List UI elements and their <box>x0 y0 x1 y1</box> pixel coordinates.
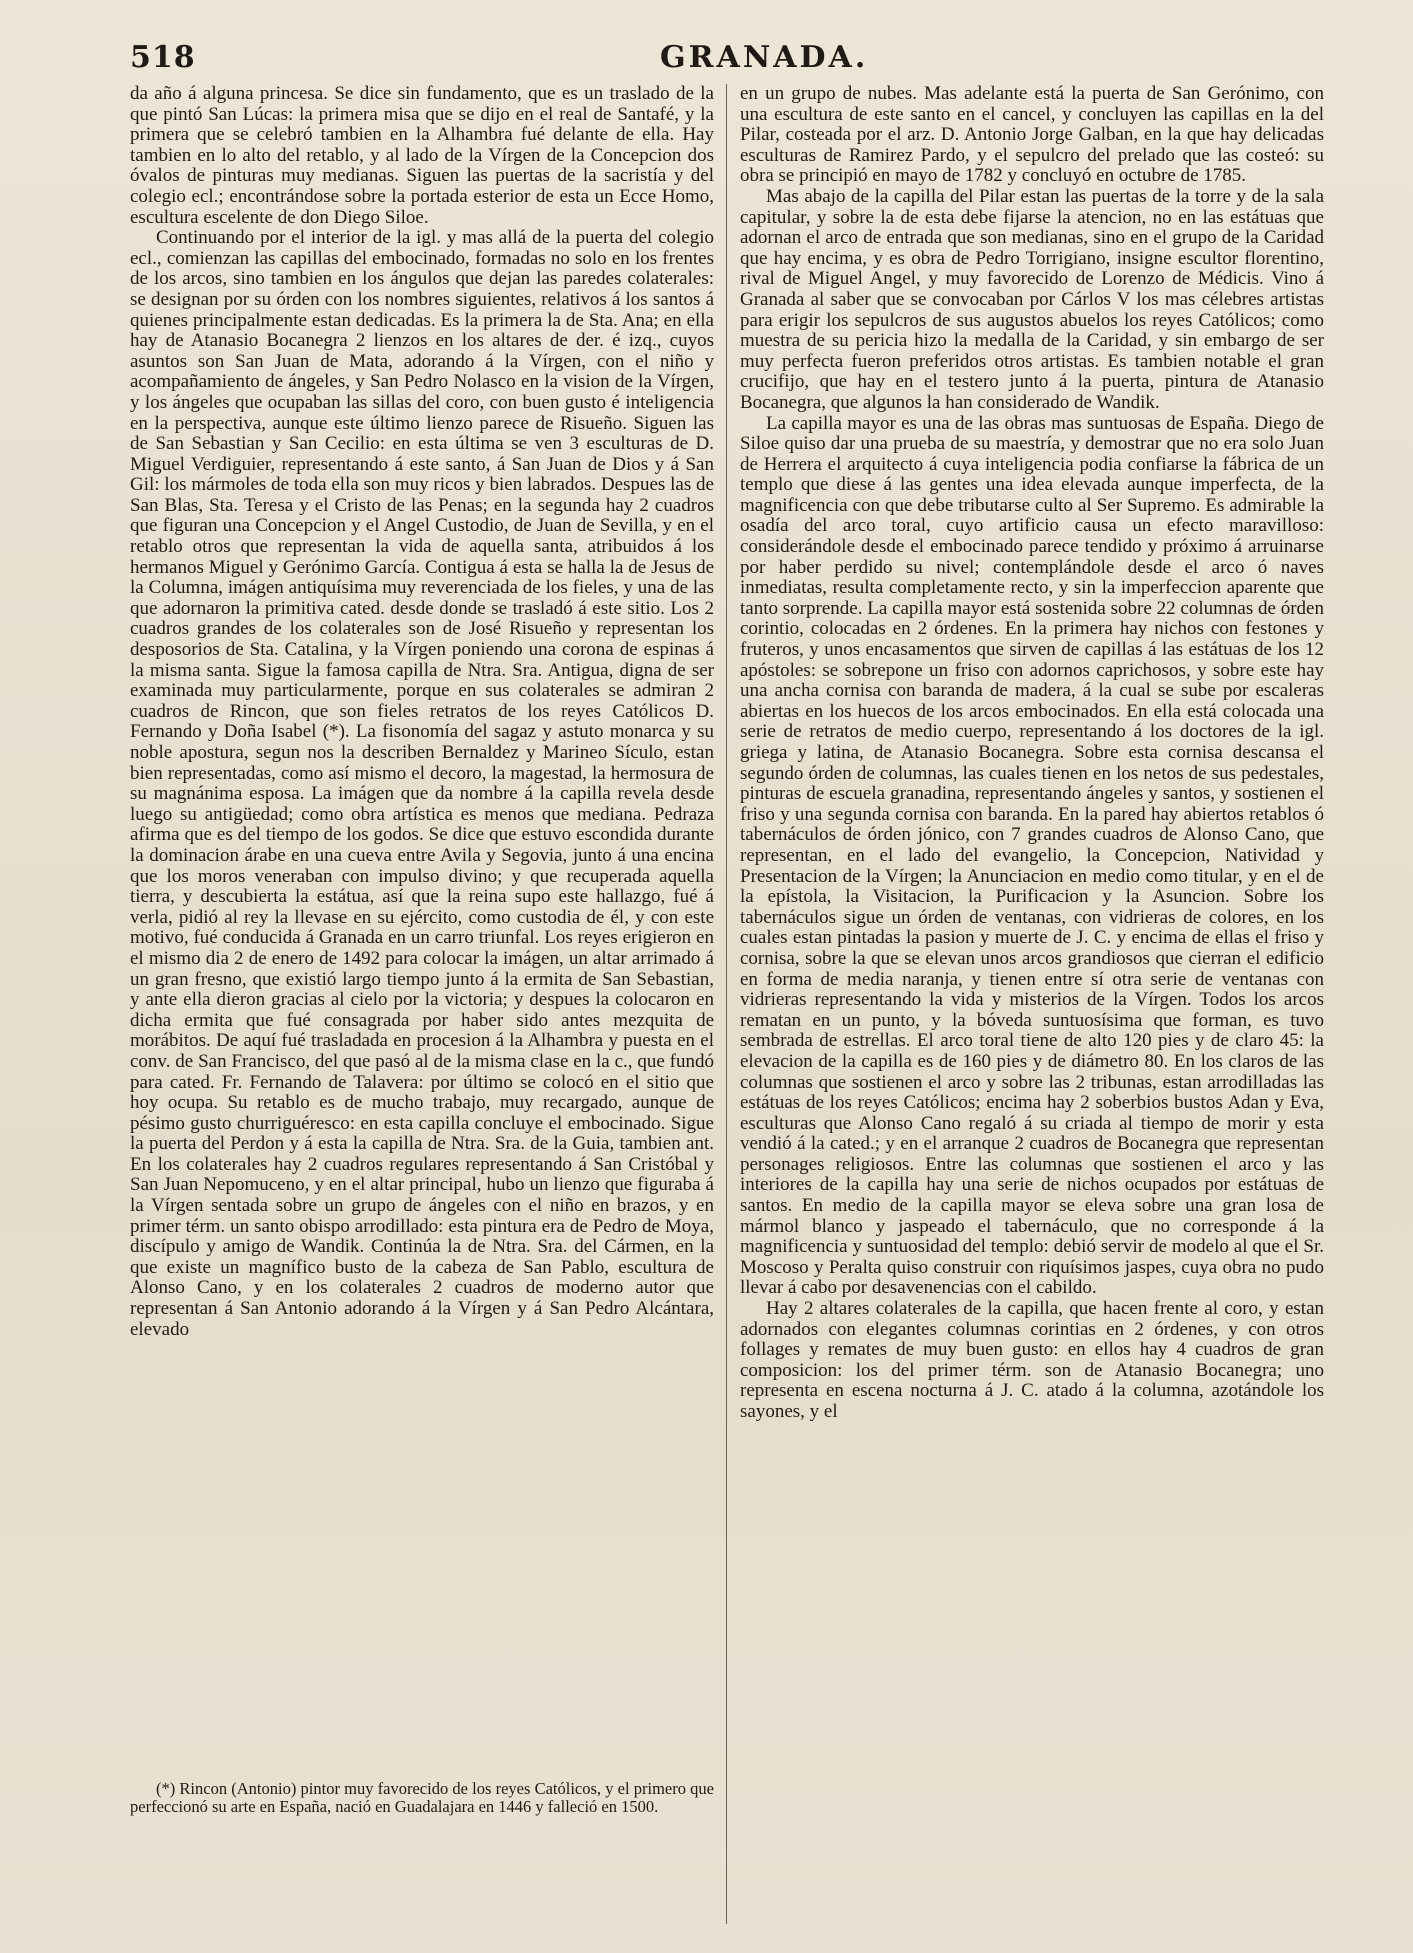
page-header <box>130 40 1330 84</box>
right-column <box>740 84 1324 1423</box>
column-divider <box>726 84 727 1924</box>
page-number: 518 <box>130 40 196 75</box>
paragraph: La capilla mayor es una de las obras mas suntuosas de España. Diego de Siloe quiso dar una prueba de su maestría, y demostrar que no era solo Juan de Herrera el arquitecto á cuya inteligencia podia confiarse la fábrica de un templo que diese á las gentes una idea elevada aunque imperfecta, de la magnificencia con que debe tributarse culto al Ser Supremo. Es admirable la osadía del arco toral, cuyo artificio causa un efecto maravilloso: considerándole desde el embocinado parece tendido y próximo á arruinarse por haber perdido su nivel; contemplándole desde el arco ó naves inmediatas, resulta completamente recto, y sin la imperfeccion aparente que tanto sorprende. La capilla mayor está sostenida sobre 22 columnas de órden corintio, colocadas en 2 órdenes. En la primera hay nichos con festones y fruteros, y unos encasamentos que sirven de capillas á las estátuas de los 12 apóstoles: se sobrepone un friso con adornos caprichosos, y sobre este hay una ancha cornisa con baranda de madera, á la cual se sube por escaleras abiertas en los huecos de los arcos embocinados. En ella está colocada una serie de retratos de medio cuerpo, representando á los doctores de la igl. griega y latina, de Atanasio Bocanegra. Sobre esta cornisa descansa el segundo órden de columnas, las cuales tienen en los netos de sus pedestales, pinturas de escuela granadina, representando ángeles y santos, y sostienen el friso y una segunda cornisa con baranda. En la pared hay abiertos retablos ó tabernáculos de órden jónico, con 7 grandes cuadros de Alonso Cano, que representan, en el lado del evangelio, la Concepcion, Natividad y Presentacion de la Vírgen; la Anunciacion en medio como titular, y en el de la epístola, la Visitacion, la Purificacion y la Asuncion. Sobre los tabernáculos sigue un órden de ventanas, con vidrieras de colores, en los cuales estan pintadas la pasion y muerte de J. C. y encima de ellas el friso y cornisa, sobre la que se elevan unos arcos grandiosos que cierran el edificio en forma de media naranja, y tienen entre sí otra serie de ventanas con vidrieras representando la vida y misterios de la Vírgen. Todos los arcos rematan en un punto, y la bóveda suntuosísima que forman, es tuvo sembrada de estrellas. El arco toral tiene de alto 120 pies y de claro 45: la elevacion de la capilla es de 160 pies y de diámetro 80. En los claros de las columnas que sostienen el arco y sobre las 2 tribunas, estan arrodilladas las estátuas de los reyes Católicos; encima hay 2 soberbios bustos Adan y Eva, esculturas que Alonso Cano regaló á su criada al tiempo de morir y esta vendió á la cated.; y en el arranque 2 cuadros de Bocanegra que representan personages religiosos. Entre las columnas que sostienen el arco y las interiores de la capilla hay una serie de nichos ocupados por estátuas de santos. En medio de la capilla mayor se eleva sobre una gran losa de mármol blanco y jaspeado el tabernáculo, que no corresponde á la magnificencia y suntuosidad del templo: debió servir de modelo al que el Sr. Moscoso y Peralta quiso construir con riquísimos jaspes, cuya obra no pudo llevar á cabo por desavenencias con el cabildo. <box>740 412 1324 1299</box>
left-column <box>130 84 714 1340</box>
footnote: (*) Rincon (Antonio) pintor muy favorecido de los reyes Católicos, y el primero que perfeccionó su arte en España, nació en Guadalajara en 1446 y falleció en 1500. <box>130 1779 714 1816</box>
paragraph: Hay 2 altares colaterales de la capilla, que hacen frente al coro, y estan adornados con elegantes columnas corintias en 2 órdenes, y con otros follages y remates de muy buen gusto: en ellos hay 4 cuadros de gran composicion: los del primer térm. son de Atanasio Bocanegra; uno representa en escena nocturna á J. C. atado á la columna, azotándole los sayones, y el <box>740 1298 1324 1422</box>
paragraph: da año á alguna princesa. Se dice sin fundamento, que es un traslado de la que pintó San Lúcas: la primera misa que se dijo en el real de Santafé, y la primera que se celebró tambien en la Alhambra fué delante de ella. Hay tambien en lo alto del retablo, y al lado de la Vírgen de la Concepcion dos óvalos de pinturas muy medianas. Siguen las puertas de la sacristía y del colegio ecl.; encontrándose sobre la portada esterior de esta un Ecce Homo, escultura escelente de don Diego Siloe. <box>130 83 714 228</box>
paragraph: Continuando por el interior de la igl. y mas allá de la puerta del colegio ecl., comienzan las capillas del embocinado, formadas no solo en los frentes de los arcos, sino tambien en los ángulos que dejan las paredes colaterales: se designan por su órden con los nombres siguientes, relativos á los santos á quienes principalmente estan dedicadas. Es la primera la de Sta. Ana; en ella hay de Atanasio Bocanegra 2 lienzos en los altares de der. é izq., cuyos asuntos son San Juan de Mata, adorando á la Vírgen, con el niño y acompañamiento de ángeles, y San Pedro Nolasco en la vision de la Vírgen, y los ángeles que ocupaban las sillas del coro, con buen gusto é inteligencia en la perspectiva, aunque este último lienzo parece de Risueño. Siguen las de San Sebastian y San Cecilio: en esta última se ven 3 esculturas de D. Miguel Verdiguier, representando á este santo, á San Juan de Dios y á San Gil: los mármoles de toda ella son muy ricos y bien labrados. Despues las de San Blas, Sta. Teresa y el Cristo de las Penas; en la segunda hay 2 cuadros que figuran una Concepcion y el Angel Custodio, de Juan de Sevilla, y en el retablo otros que representan la vida de aquella santa, atribuidos á los hermanos Miguel y Gerónimo García. Contigua á esta se halla la de Jesus de la Columna, imágen antiquísima muy reverenciada de los fieles, y una de las que adornaron la primitiva cated. desde donde se trasladó á este sitio. Los 2 cuadros grandes de los colaterales son de José Risueño y representan los desposorios de Sta. Catalina, y la Vírgen poniendo una corona de espinas á la misma santa. Sigue la famosa capilla de Ntra. Sra. Antigua, digna de ser examinada muy particularmente, porque en sus colaterales se admiran 2 cuadros de Rincon, que son fieles retratos de los reyes Católicos D. Fernando y Doña Isabel (*). La fisonomía del sagaz y astuto monarca y su noble apostura, segun nos la describen Bernaldez y Marineo Sículo, estan bien representadas, como así mismo el decoro, la magestad, la hermosura de su magnánima esposa. La imágen que da nombre á la capilla revela desde luego su antigüedad; como obra artística es menos que mediana. Pedraza afirma que es del tiempo de los godos. Se dice que estuvo escondida durante la dominacion árabe en una cueva entre Avila y Segovia, junto á una encina que los moros veneraban con impulso divino; y que recuperada aquella tierra, y descubierta la estátua, así que la reina supo este hallazgo, fué á verla, pidió al rey la llevase en su ejército, como custodia de él, y con este motivo, fué conducida á Granada en un carro triunfal. Los reyes erigieron en el mismo dia 2 de enero de 1492 para colocar la imágen, un altar arrimado á un gran fresno, que existió largo tiempo junto á la ermita de San Sebastian, y ante ella dieron gracias al cielo por la victoria; y despues la colocaron en dicha ermita que fué consagrada por haber sido antes mezquita de morábitos. De aquí fué trasladada en procesion á la Alhambra y puesta en el conv. de San Francisco, del que pasó al de la misma clase en la c., que fundó para cated. Fr. Fernando de Talavera: por último se colocó en el sitio que hoy ocupa. Su retablo es de mucho trabajo, muy recargado, aunque de pésimo gusto churriguéresco: en esta capilla concluye el embocinado. Sigue la puerta del Perdon y á esta la capilla de Ntra. Sra. de la Guia, tambien ant. En los colaterales hay 2 cuadros regulares representando á San Cristóbal y San Juan Nepomuceno, y en el altar principal, hubo un lienzo que figuraba á la Vírgen sentada sobre un grupo de ángeles con el niño en brazos, y en primer térm. un santo obispo arrodillado: esta pintura era de Pedro de Moya, discípulo y amigo de Wandik. Continúa la de Ntra. Sra. del Cármen, en la que existe un magnífico busto de la cabeza de San Pablo, escultura de Alonso Cano, y en los colaterales 2 cuadros de moderno autor que representan á San Antonio adorando á la Vírgen y á San Pedro Alcántara, elevado <box>130 227 714 1340</box>
paragraph: Mas abajo de la capilla del Pilar estan las puertas de la torre y de la sala capitular, y sobre la de esta debe fijarse la atencion, no en las estátuas que adornan el arco de entrada que son medianas, sino en el grupo de la Caridad que hay encima, y es obra de Pedro Torrigiano, insigne escultor florentino, rival de Miguel Angel, y muy favorecido de Lorenzo de Médicis. Vino á Granada al saber que se convocaban por Cárlos V los mas célebres artistas para erigir los sepulcros de sus augustos abuelos los reyes Católicos; como muestra de su pericia hizo la medalla de la Caridad, y sin embargo de ser muy perfecta fueron preferidos otros artistas. Es tambien notable el gran crucifijo, que hay en el testero junto á la puerta, pintura de Atanasio Bocanegra, que algunos la han considerado de Wandik. <box>740 185 1324 413</box>
paragraph: en un grupo de nubes. Mas adelante está la puerta de San Gerónimo, con una escultura de este santo en el cancel, y concluyen las capillas en la del Pilar, costeada por el arz. D. Antonio Jorge Galban, en la que hay delicadas esculturas de Ramirez Pardo, y el sepulcro del prelado que las costeó: su obra se principió en mayo de 1782 y concluyó en octubre de 1785. <box>740 83 1324 187</box>
running-title: GRANADA. <box>660 40 869 75</box>
